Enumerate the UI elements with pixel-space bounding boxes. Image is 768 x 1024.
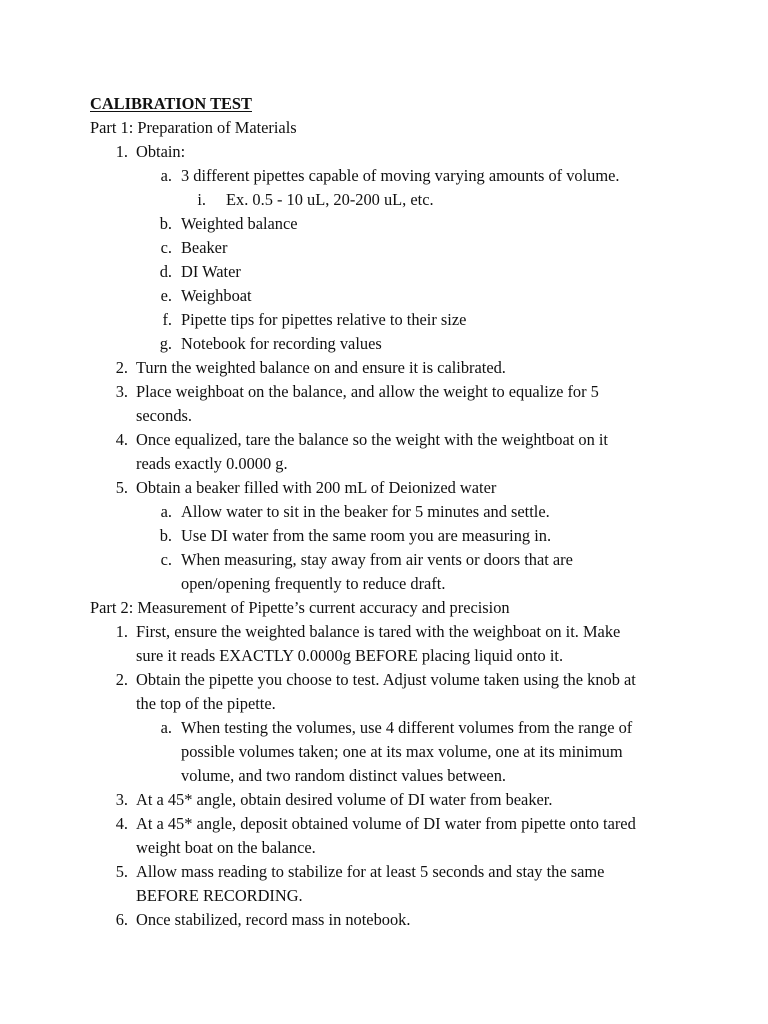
list-marker: 1. — [115, 142, 128, 161]
list-marker: c. — [160, 238, 172, 257]
part2-heading: Part 2: Measurement of Pipette’s current accuracy and precision — [90, 598, 510, 617]
list-marker: 4. — [115, 814, 128, 833]
list-item-text: DI Water — [181, 262, 241, 281]
list-marker: g. — [159, 334, 172, 353]
list-marker: b. — [159, 214, 172, 233]
list-marker: a. — [160, 166, 172, 185]
list-item-text: When measuring, stay away from air vents or doors that are — [181, 550, 573, 569]
list-marker: i. — [197, 190, 206, 209]
list-marker: 2. — [115, 670, 128, 689]
list-marker: 6. — [115, 910, 128, 929]
list-item-text: Notebook for recording values — [181, 334, 382, 353]
list-marker: 5. — [115, 862, 128, 881]
list-marker: 2. — [115, 358, 128, 377]
list-marker: 3. — [115, 382, 128, 401]
list-item-text: Weighboat — [181, 286, 252, 305]
list-item-text-continued: sure it reads EXACTLY 0.0000g BEFORE placing liquid onto it. — [136, 646, 564, 665]
list-item-text-continued: BEFORE RECORDING. — [136, 886, 303, 905]
list-item-text: First, ensure the weighted balance is tared with the weighboat on it. Make — [136, 622, 621, 641]
list-item-text-continued: possible volumes taken; one at its max volume, one at its minimum — [181, 742, 623, 761]
list-item-text: Weighted balance — [181, 214, 298, 233]
list-marker: a. — [160, 718, 172, 737]
list-item-text: At a 45* angle, deposit obtained volume of DI water from pipette onto tared — [136, 814, 636, 833]
list-item-text: Use DI water from the same room you are measuring in. — [181, 526, 552, 545]
list-item-text: Once equalized, tare the balance so the weight with the weightboat on it — [136, 430, 608, 449]
list-item-text: Turn the weighted balance on and ensure it is calibrated. — [136, 358, 506, 377]
list-item-text: At a 45* angle, obtain desired volume of DI water from beaker. — [136, 790, 553, 809]
list-item-text-continued: open/opening frequently to reduce draft. — [181, 574, 446, 593]
list-marker: a. — [160, 502, 172, 521]
list-item-text: When testing the volumes, use 4 different volumes from the range of — [181, 718, 633, 737]
document-title: CALIBRATION TEST — [90, 94, 252, 113]
list-marker: e. — [160, 286, 172, 305]
list-item-text: Obtain: — [136, 142, 186, 161]
list-marker: 3. — [115, 790, 128, 809]
list-marker: d. — [159, 262, 172, 281]
list-item-text-continued: reads exactly 0.0000 g. — [136, 454, 288, 473]
list-item-text-continued: weight boat on the balance. — [136, 838, 316, 857]
list-marker: 5. — [115, 478, 128, 497]
list-item-text: Place weighboat on the balance, and allow the weight to equalize for 5 — [136, 382, 599, 401]
list-item-text: Once stabilized, record mass in notebook. — [136, 910, 411, 929]
list-item-text: Beaker — [181, 238, 228, 257]
list-item-text: Obtain the pipette you choose to test. Adjust volume taken using the knob at — [136, 670, 636, 689]
list-marker: f. — [162, 310, 172, 329]
list-item-text: Obtain a beaker filled with 200 mL of Deionized water — [136, 478, 497, 497]
list-item-text: Allow water to sit in the beaker for 5 minutes and settle. — [181, 502, 550, 521]
list-marker: c. — [160, 550, 172, 569]
list-marker: b. — [159, 526, 172, 545]
list-item-text-continued: volume, and two random distinct values between. — [181, 766, 507, 785]
list-marker: 1. — [115, 622, 128, 641]
list-item-text-continued: seconds. — [136, 406, 192, 425]
list-item-text: 3 different pipettes capable of moving varying amounts of volume. — [181, 166, 620, 185]
list-item-text: Pipette tips for pipettes relative to their size — [181, 310, 467, 329]
list-marker: 4. — [115, 430, 128, 449]
list-item-text: Ex. 0.5 - 10 uL, 20-200 uL, etc. — [226, 190, 434, 209]
part1-heading: Part 1: Preparation of Materials — [90, 118, 297, 137]
list-item-text-continued: the top of the pipette. — [136, 694, 276, 713]
list-item-text: Allow mass reading to stabilize for at least 5 seconds and stay the same — [136, 862, 605, 881]
